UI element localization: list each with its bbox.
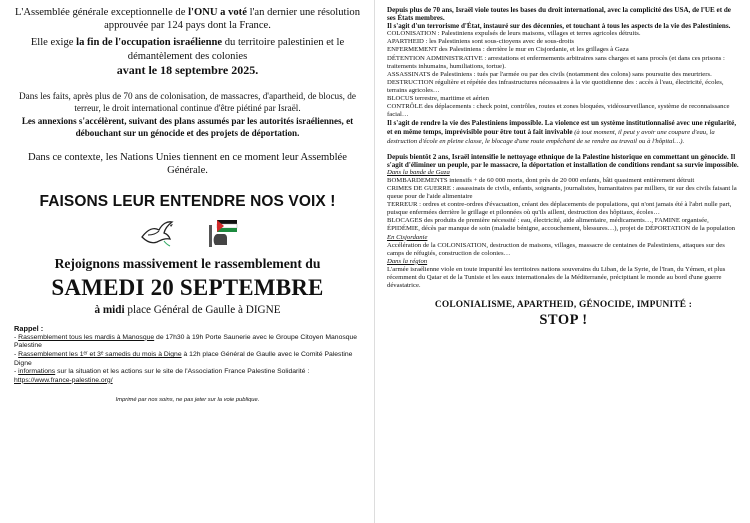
right-page	[375, 0, 750, 523]
bullet: -	[14, 333, 19, 341]
intro-text-end: l'an dernier une résolution approuvée par 124 pays dont la France.	[104, 7, 361, 32]
region-text: L'armée israélienne viole en toute impunité les territoires nations souverains du Liban, de la Syrie, de l'Iran, du Yémen, et plus récemment du Qatar et de la Tunisie et les eaux internationales de la Méditerranée, précipitant le monde au bord d'une guerre dévastatrice.	[387, 265, 726, 290]
abuses-list	[387, 30, 740, 119]
reminder-text: à 12h place Général de Gaulle avec le Comité Palestine Digne	[14, 351, 353, 367]
context-paragraph: Dans ce contexte, les Nations Unies tiennent en ce moment leur Assemblée Générale.	[28, 152, 347, 177]
intro-text: L'Assemblée générale exceptionnelle de	[14, 7, 189, 18]
gaza-list	[387, 177, 740, 234]
impossible-life-text: Il s'agit de rendre la vie des Palestiniens impossible. La violence est un système institutionnalisé avec une régularité, et en même temps, imprévisible pour être tout à fait invivable	[387, 119, 737, 137]
bullet: -	[14, 351, 19, 358]
abuse-item: COLONISATION : Palestiniens expulsés de leurs maisons, villages et terres agricoles détruits.	[387, 30, 641, 38]
reminder-highlight: Rassemblement tous les mardis à Manosque	[18, 333, 155, 341]
reminder-item-info	[14, 368, 361, 385]
demand-text: Elle exige	[30, 37, 77, 49]
reminder-title: Rappel :	[14, 324, 44, 334]
facts-paragraph: Dans les faits, après plus de 70 ans de colonisation, de massacres, d'apartheid, de blocus, de terreur, le droit international continue d'être piétiné par Israël.	[19, 90, 356, 113]
afps-link[interactable]: https://www.france-palestine.org/	[14, 376, 113, 384]
intro-paragraph	[14, 6, 361, 32]
abuse-item: DESTRUCTION régulière et répétée des infrastructures nécessaires à la vie quotidienne des : accès à l'eau, électricité, écoles, terrains agricoles…	[387, 78, 724, 94]
impossible-life-example: (à tout moment, il peut y avoir une coupure d'eau, la destruction d'école en pleine classe, le blocage d'une route empêchant de se rendre au travail ou à l'hôpital…).	[387, 129, 715, 145]
rally-heading: Rejoignons massivement le rassemblement du	[54, 256, 321, 272]
reminder-block	[14, 325, 361, 385]
rally-place	[14, 303, 361, 317]
demand-paragraph	[14, 36, 361, 62]
abuse-item: APARTHEID : les Palestiniens sont sous-citoyens avec de sous-droits	[387, 38, 574, 46]
terrorism-heading: Il s'agit d'un terrorisme d'État, instauré sur des décennies, et touchant à tous les aspects de la vie des Palestiniens.	[387, 22, 731, 31]
abuse-item: ASSASSINATS de Palestiniens : tués par l'armée ou par des civils (notamment des colons) sans poursuite des meurtriers.	[387, 70, 712, 78]
demand-emphasis: la fin de l'occupation israélienne	[76, 37, 223, 49]
intro-emphasis: l'ONU a voté	[188, 7, 247, 18]
cisjordanie-text: Accélération de la COLONISATION, destruction de maisons, villages, massacre de centaines de Palestiniens, attaques sur des camps de réfugiés, construction de colonies…	[387, 241, 725, 257]
annexation-paragraph: Les annexions s'accélèrent, suivant des plans assumés par les autorités israéliennes, et débouchant sur un génocide et des projets de déportation.	[21, 116, 354, 138]
abuse-item: DÉTENTION ADMINISTRATIVE : arrestations et enfermements arbitraires sans charges et sans procès (et dans ces prisons : traitements inhumains, humiliations, tortue).	[387, 54, 725, 70]
stop-heading: STOP !	[539, 312, 588, 329]
flag-fist-icon	[204, 217, 240, 249]
rally-date: SAMEDI 20 SEPTEMBRE	[51, 275, 324, 301]
dove-icon	[140, 219, 174, 249]
bullet: -	[14, 368, 19, 376]
slogan-heading: FAISONS LEUR ENTENDRE NOS VOIX !	[39, 193, 336, 211]
gaza-item: BLOCAGES des produits de première nécessité : eau, électricité, aide alimentaire, médicaments…, FAMINE organisée, ÉPIDÉMIE, décès par manque de soin (maladie bénigne, accouchement, blessures…), projet de DÉPORTATION de la population	[387, 217, 736, 233]
impossible-life-paragraph	[387, 119, 740, 145]
reminder-highlight: Rassemblement les 1ᵉʳ et 3ᵉ samedis du mois à Digne	[18, 351, 182, 358]
abuse-item: BLOCUS terrestre, maritime et aérien	[387, 95, 489, 103]
deadline: avant le 18 septembre 2025.	[116, 62, 259, 77]
gaza-item: CRIMES DE GUERRE : assassinats de civils, enfants, soignants, journalistes, humanitaires par milliers, tir sur des civils faisant la queue pour de l'aide alimentaire	[387, 184, 737, 201]
print-footer: Imprimé par nos soins, ne pas jeter sur la voie publique.	[115, 397, 260, 404]
rally-location: place Général de Gaulle à DIGNE	[124, 304, 281, 317]
reminder-item-manosque	[14, 334, 361, 351]
intro-heading: Depuis plus de 70 ans, Israël viole toutes les bases du droit international, avec la complicité des USA, de l'UE et de ses États membres.	[387, 6, 731, 23]
genocide-heading: Depuis bientôt 2 ans, Israël intensifie le nettoyage ethnique de la Palestine historique en commettant un génocide. Il s'agit d'éliminer un peuple, par le massacre, la déportation et installation de conditions rendant sa survie impossible.	[387, 152, 739, 169]
reminder-text: de 17h30 à 19h Porte Saunerie avec le Groupe Citoyen Manosque Palestine	[14, 333, 358, 350]
reminder-highlight: informations	[18, 368, 56, 376]
cisjordanie-subheading: En Cisjordanie	[387, 233, 428, 241]
gaza-item: TERREUR : ordres et contre-ordres d'évacuation, créant des déplacements de populations, qui n'ont jamais été à l'abri nulle part, puisque enfermées derrière le grillage et pilonnées où qu'ils aillent, destruction des hôpitaux, écoles…	[387, 201, 732, 217]
abuse-item: CONTRÔLE des déplacements : check point, contrôles, routes et zones bloquées, vidéosurveillance, système de reconnaissance facial…	[387, 103, 730, 119]
region-subheading: Dans la région	[387, 257, 428, 265]
gaza-subheading: Dans la bande de Gaza	[387, 168, 450, 176]
reminder-item-digne	[14, 351, 361, 368]
closing-slogan: COLONIALISME, APARTHEID, GÉNOCIDE, IMPUNITÉ :	[434, 300, 693, 311]
abuse-item: ENFERMEMENT des Palestiniens : derrière le mur en Cisjordanie, et les grillages à Gaza	[387, 46, 629, 54]
reminder-text: sur la situation et les actions sur le site de l'Association France Palestine Solidarité :	[55, 368, 310, 376]
demand-text-end: du territoire palestinien et le démantèlement des colonies	[127, 37, 345, 62]
rally-time: à midi	[94, 304, 125, 317]
icons-row	[14, 217, 361, 251]
gaza-item: BOMBARDEMENTS intensifs + de 60 000 morts, dont près de 20 000 enfants, bâti quasiment entièrement détruit	[387, 176, 695, 184]
